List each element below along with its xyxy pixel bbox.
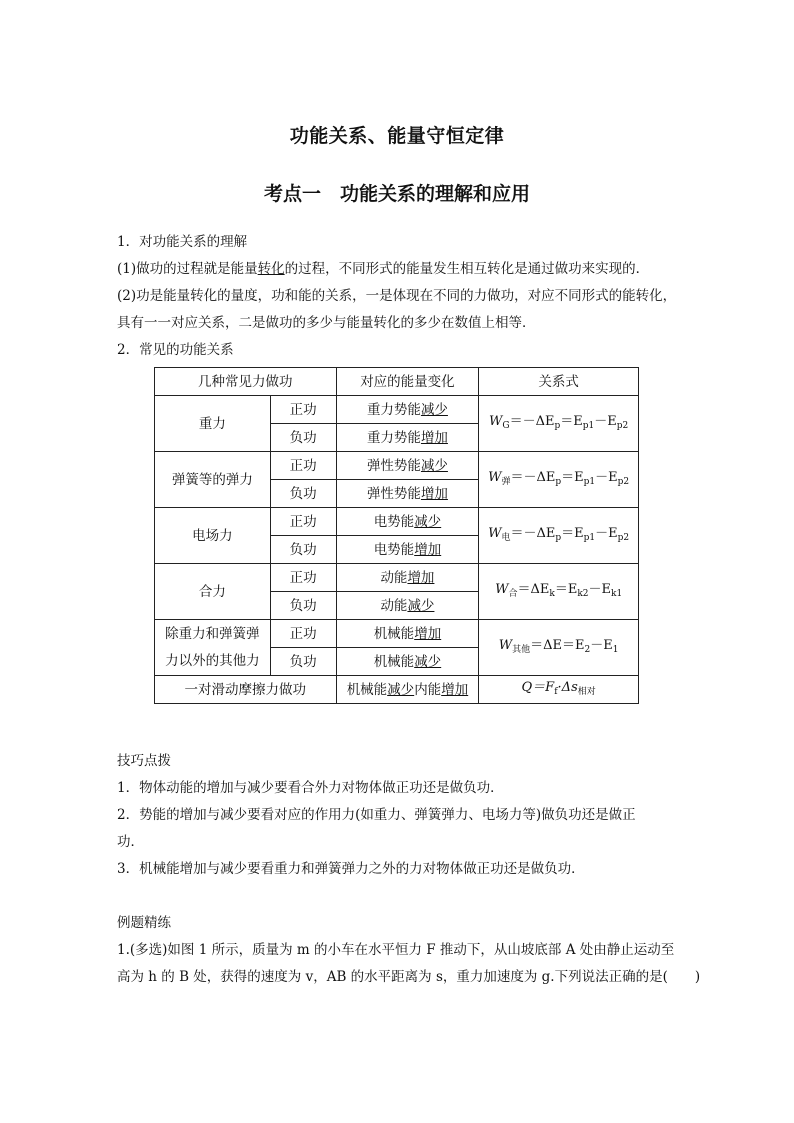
formula-sub: p	[555, 476, 562, 487]
table-row	[155, 396, 639, 424]
formula-part: Q＝F	[521, 679, 555, 695]
formula-part: ＝－ΔE	[510, 469, 556, 485]
question-1-line-1: 1.(多选)如图 1 所示，质量为 m 的小车在水平恒力 F 推动下，从山坡底部 A 处由静止运动至	[117, 942, 675, 958]
paragraph-1	[117, 259, 682, 279]
formula-cell	[479, 396, 639, 452]
energy-change-cell	[336, 396, 479, 424]
table-row-friction	[155, 676, 639, 704]
heading-understanding: 1．对功能关系的理解	[117, 234, 248, 250]
formula-part: ＝E	[554, 581, 578, 597]
energy-direction: 减少	[420, 401, 448, 418]
energy-direction: 减少	[407, 597, 435, 614]
work-sign-cell: 正功	[270, 396, 336, 424]
energy-change-cell	[336, 424, 479, 452]
formula-sub: 2	[584, 644, 591, 655]
energy-change-cell	[336, 480, 479, 508]
formula-part: －E	[595, 525, 618, 541]
formula-sub: p1	[582, 420, 595, 431]
force-cell	[155, 620, 271, 676]
energy-direction: 减少	[414, 513, 442, 530]
formula-part: ＝－ΔE	[509, 413, 555, 429]
force-cell: 电场力	[155, 508, 271, 564]
formula-part: －E	[595, 469, 618, 485]
tips-heading: 技巧点拨	[117, 753, 171, 769]
formula-sub: k2	[577, 588, 589, 599]
formula-sub: f	[554, 686, 558, 697]
header-formula: 关系式	[479, 368, 639, 396]
work-energy-table	[154, 367, 639, 704]
energy-change-cell	[336, 676, 479, 704]
section-title: 考点一 功能关系的理解和应用	[263, 183, 530, 205]
tip-3: 3．机械能增加与减少要看重力和弹簧弹力之外的力对物体做正功还是做负功．	[117, 861, 585, 877]
header-force: 几种常见力做功	[155, 368, 337, 396]
energy-change-cell	[336, 592, 479, 620]
formula-sub: 其他	[512, 644, 531, 655]
work-sign-cell: 正功	[270, 508, 336, 536]
energy-change-cell	[336, 508, 479, 536]
formula-part: ＝E	[560, 413, 583, 429]
energy-name: 机械能	[346, 681, 388, 698]
paragraph-1-underline: 转化	[257, 261, 285, 277]
formula-sub: p	[554, 420, 561, 431]
force-line-2: 力以外的其他力	[165, 652, 260, 669]
work-sign-cell: 正功	[270, 452, 336, 480]
formula-w: W	[489, 413, 503, 429]
energy-direction: 增加	[441, 681, 469, 698]
table-header-row	[155, 368, 639, 396]
formula-part: ·Δs	[557, 679, 578, 695]
formula-part: ＝ΔE	[517, 581, 550, 597]
header-energy-change: 对应的能量变化	[336, 368, 479, 396]
energy-name: 内能	[414, 681, 442, 698]
page-title: 功能关系、能量守恒定律	[289, 125, 505, 147]
formula-cell	[479, 508, 639, 564]
formula-cell	[479, 620, 639, 676]
formula-part: －E	[588, 581, 612, 597]
table-row	[155, 620, 639, 648]
force-cell: 重力	[155, 396, 271, 452]
work-sign-cell: 负功	[270, 592, 336, 620]
energy-direction: 减少	[414, 653, 442, 670]
formula-w: W	[488, 525, 502, 541]
energy-name: 机械能	[373, 625, 415, 642]
work-sign-cell: 负功	[270, 480, 336, 508]
force-cell: 弹簧等的弹力	[155, 452, 271, 508]
formula-sub: p	[555, 532, 562, 543]
formula-sub: 电	[501, 532, 511, 543]
energy-name: 动能	[380, 569, 408, 586]
energy-name: 电势能	[373, 541, 415, 558]
paragraph-2-line-1: (2)功是能量转化的量度，功和能的关系，一是体现在不同的力做功，对应不同形式的能转化，	[117, 288, 677, 304]
formula-sub: p2	[616, 420, 629, 431]
energy-name: 电势能	[373, 513, 415, 530]
energy-direction: 增加	[420, 429, 448, 446]
energy-direction: 增加	[414, 541, 442, 558]
formula-cell	[479, 676, 639, 704]
paragraph-2-line-2: 具有一一对应关系，二是做功的多少与能量转化的多少在数值上相等．	[117, 315, 536, 331]
example-heading: 例题精练	[117, 915, 171, 931]
energy-name: 重力势能	[366, 429, 421, 446]
formula-w: W	[495, 581, 509, 597]
work-sign-cell: 负功	[270, 424, 336, 452]
energy-name: 机械能	[373, 653, 415, 670]
formula-sub: p1	[583, 476, 596, 487]
table-row	[155, 508, 639, 536]
energy-direction: 增加	[414, 625, 442, 642]
formula-part: －E	[594, 413, 617, 429]
work-sign-cell: 正功	[270, 620, 336, 648]
energy-name: 弹性势能	[366, 457, 421, 474]
formula-sub: k	[549, 588, 555, 599]
formula-cell	[479, 564, 639, 620]
energy-name: 动能	[380, 597, 408, 614]
formula-part: ＝E	[561, 525, 584, 541]
energy-change-cell	[336, 536, 479, 564]
table-row	[155, 452, 639, 480]
formula-sub: 1	[612, 644, 619, 655]
energy-direction: 增加	[420, 485, 448, 502]
energy-change-cell	[336, 648, 479, 676]
heading-common-relations: 2．常见的功能关系	[117, 342, 234, 358]
formula-sub: 相对	[577, 686, 596, 697]
formula-sub: p1	[583, 532, 596, 543]
table-row	[155, 564, 639, 592]
energy-direction: 增加	[407, 569, 435, 586]
formula-part: ＝－ΔE	[510, 525, 556, 541]
energy-direction: 减少	[387, 681, 415, 698]
work-sign-cell: 负功	[270, 536, 336, 564]
formula-part: ＝ΔE＝E	[530, 637, 585, 653]
paragraph-1-text-a: (1)做功的过程就是能量	[117, 261, 258, 277]
question-1-line-2: 高为 h 的 B 处，获得的速度为 v，AB 的水平距离为 s，重力加速度为 g.下列说法正确的是( )	[117, 969, 701, 985]
work-sign-cell: 正功	[270, 564, 336, 592]
formula-w: W	[498, 637, 513, 653]
force-cell: 一对滑动摩擦力做功	[155, 676, 337, 704]
paragraph-1-text-b: 的过程，不同形式的能量发生相互转化是通过做功来实现的．	[284, 261, 650, 277]
tip-2-line-2: 功．	[117, 834, 144, 850]
energy-change-cell	[336, 452, 479, 480]
formula-w: W	[488, 469, 502, 485]
tip-2-line-1: 2．势能的增加与减少要看对应的作用力(如重力、弹簧弹力、电场力等)做负功还是做正	[117, 807, 636, 823]
formula-sub: p2	[617, 476, 630, 487]
energy-change-cell	[336, 620, 479, 648]
formula-sub: 合	[508, 588, 518, 599]
formula-part: ＝E	[561, 469, 584, 485]
force-cell: 合力	[155, 564, 271, 620]
force-line-1: 除重力和弹簧弹	[165, 625, 260, 642]
formula-sub: G	[502, 420, 510, 431]
formula-sub: 弹	[501, 476, 511, 487]
energy-direction: 减少	[420, 457, 448, 474]
energy-name: 弹性势能	[366, 485, 421, 502]
formula-cell	[479, 452, 639, 508]
tip-1: 1．物体动能的增加与减少要看合外力对物体做正功还是做负功．	[117, 780, 504, 796]
energy-change-cell	[336, 564, 479, 592]
formula-part: －E	[590, 637, 613, 653]
work-sign-cell: 负功	[270, 648, 336, 676]
formula-sub: p2	[617, 532, 630, 543]
formula-sub: k1	[611, 588, 623, 599]
energy-name: 重力势能	[366, 401, 421, 418]
